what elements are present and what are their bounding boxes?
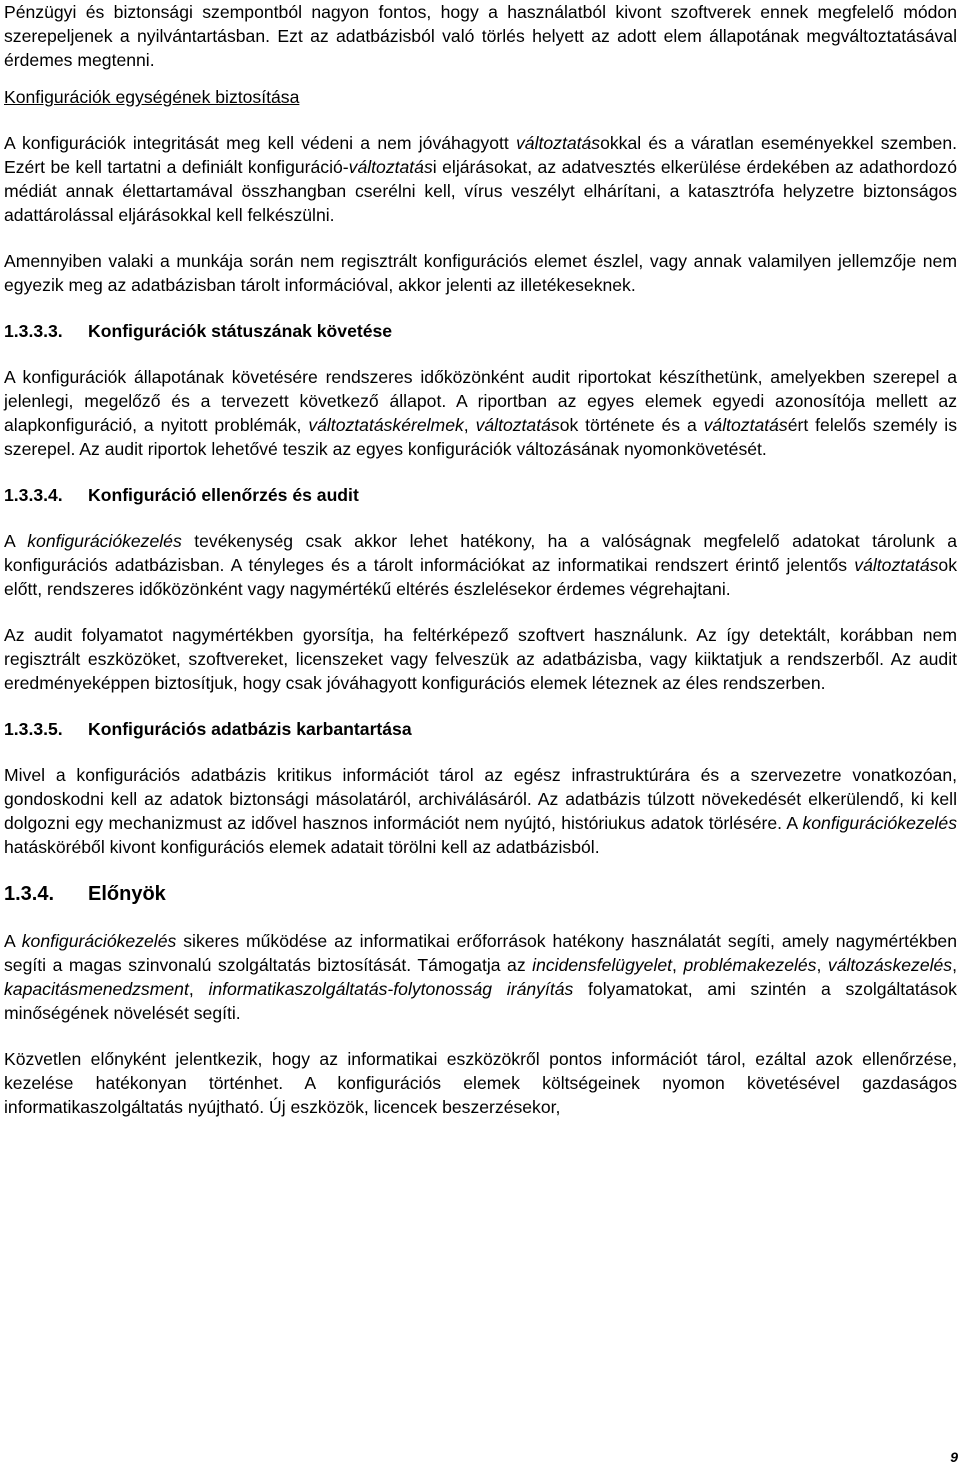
italic-term: változtatás xyxy=(854,555,939,575)
text-run: ért felelős személy is szerepel. Az audit riportok lehetővé teszik az egyes konfigurációk változásának nyomonkövetését. xyxy=(4,415,958,459)
paragraph xyxy=(4,763,957,859)
text-run: tevékenység csak akkor lehet hatékony, ha a valóságnak megfelelő adatokat tárolunk a konfigurációs adatbázisban. A tényleges és a tárolt információkat az informatikai rendszert érintő jelentős xyxy=(4,531,957,575)
paragraph xyxy=(4,0,957,72)
text-run: A konfigurációk integritását meg kell védeni a nem jóváhagyott xyxy=(4,133,516,153)
block-p7 xyxy=(4,929,957,1025)
block-p0 xyxy=(4,0,957,72)
section-heading xyxy=(4,483,957,507)
block-h3 xyxy=(4,717,957,741)
text-run: ok története és a xyxy=(559,415,704,435)
block-h2 xyxy=(4,483,957,507)
text-run: , xyxy=(952,955,957,975)
paragraph xyxy=(4,131,957,227)
section-title: Előnyök xyxy=(88,883,166,905)
text-run: Az audit folyamatot nagymértékben gyorsítja, ha feltérképező szoftvert használunk. Az így detektált, korábban nem regisztrált eszközöket, szoftvereket, licenszeket vagy felveszük az adatbázisba, vagy kiiktatjuk a rendszerből. Az audit eredményeképpen biztosítjuk, hogy csak jóváhagyott konfigurációs elemek léteznek az éles rendszerben. xyxy=(4,625,957,693)
paragraph xyxy=(4,529,957,601)
text-run: Mivel a konfigurációs adatbázis kritikus információt tárol az egész infrastruktúrára és a szervezetre vonatkozóan, gondoskodni kell az adatok biztonsági másolatáról, archiválásáról. Az adatbázis túlzott növekedését elkerülendő, ki kell dolgozni egy mechanizmust az idővel hasznos információt nem nyújtó, históriukus adatok törlésére. A xyxy=(4,765,957,833)
block-p2 xyxy=(4,249,957,297)
section-number: 1.3.3.4. xyxy=(4,485,63,505)
italic-term: konfigurációkezelés xyxy=(27,531,182,551)
paragraph xyxy=(4,929,957,1025)
italic-term: konfigurációkezelés xyxy=(802,813,957,833)
block-p6 xyxy=(4,763,957,859)
block-p4 xyxy=(4,529,957,601)
text-run: okkal és a váratlan eseményekkel szemben. Ezért be kell tartatni a definiált konfiguráció- xyxy=(4,133,957,177)
text-run: ok előtt, rendszeres időközönként vagy nagymértékű eltérés észlelésekor érdemes végrehajtani. xyxy=(4,555,957,599)
italic-term: incidensfelügyelet xyxy=(532,955,673,975)
text-run: A xyxy=(4,531,28,551)
block-p1 xyxy=(4,131,957,227)
paragraph xyxy=(4,365,957,461)
text-run: Amennyiben valaki a munkája során nem regisztrált konfigurációs elemet észlel, vagy annak valamilyen jellemzője nem egyezik meg az adatbázisban tárolt információval, akkor jelenti az illetékeseknek. xyxy=(4,251,957,295)
text-run: , xyxy=(816,955,828,975)
paragraph xyxy=(4,1047,957,1119)
block-p3 xyxy=(4,365,957,461)
text-run: , xyxy=(463,415,476,435)
section-heading xyxy=(4,881,957,907)
text-run: , xyxy=(188,979,209,999)
text-run: A xyxy=(4,931,22,951)
italic-term: változáskezelés xyxy=(827,955,953,975)
italic-term: változtatás xyxy=(703,415,788,435)
block-h4 xyxy=(4,881,957,907)
subsection-title: Konfigurációk egységének biztosítása xyxy=(4,87,300,107)
block-p8 xyxy=(4,1047,957,1119)
paragraph xyxy=(4,623,957,695)
text-run: folyamatokat, ami szintén a szolgáltatások minőségének növelését segíti. xyxy=(4,979,957,1023)
text-run: Közvetlen előnyként jelentkezik, hogy az informatikai eszközökről pontos információt tárol, ezáltal azok ellenőrzése, kezelése hatékonyan történhet. A konfigurációs elemek költségeinek nyomon követésével gazdaságos informatikaszolgáltatás nyújtható. Új eszközök, licencek beszerzésekor, xyxy=(4,1049,957,1117)
section-number: 1.3.3.5. xyxy=(4,719,63,739)
text-run: Pénzügyi és biztonsági szempontból nagyon fontos, hogy a használatból kivont szoftverek ennek megfelelő módon szerepeljenek a nyilvántartásban. Ezt az adatbázisból való törlés helyett az adott elem állapotának megváltoztatásával érdemes megtenni. xyxy=(4,2,957,70)
italic-term: konfigurációkezelés xyxy=(21,931,177,951)
text-run: sikeres működése az informatikai erőforrások hatékony használatát segíti, amely nagymértékben segíti a magas szinvonalú szolgáltatás biztosítását. Támogatja az xyxy=(4,931,958,975)
text-run: hatásköréből kivont konfigurációs elemek adatait törölni kell az adatbázisból. xyxy=(4,837,600,857)
italic-term: változtatáskérelmek xyxy=(308,415,464,435)
block-h1 xyxy=(4,319,957,343)
paragraph xyxy=(4,249,957,297)
italic-term: változtatás xyxy=(348,157,433,177)
section-number: 1.3.3.3. xyxy=(4,321,63,341)
text-run: A konfigurációk állapotának követésére rendszeres időközönként audit riportokat készíthetünk, amelyekben szerepel a jelenlegi, megelőző és a tervezett következő állapot. A riportban az egyes elemek egyedi azonosítója mellett az alapkonfiguráció, a nyitott problémák, xyxy=(4,367,957,435)
block-s1 xyxy=(4,85,957,109)
section-number: 1.3.4. xyxy=(4,883,55,905)
text-run: i eljárásokat, az adatvesztés elkerülése érdekében az adathordozó médiát annak élettartamával összhangban cserélni kell, vírus veszélyt elhárítani, a katasztrófa helyzetre biztonságos adattárolással eljárásokkal kell felkészülni. xyxy=(4,157,957,225)
section-title: Konfiguráció ellenőrzés és audit xyxy=(88,485,359,505)
document-page xyxy=(4,0,957,1119)
italic-term: problémakezelés xyxy=(683,955,817,975)
section-heading xyxy=(4,319,957,343)
block-p5 xyxy=(4,623,957,695)
page-number: 9 xyxy=(950,1449,958,1465)
italic-term: változtatás xyxy=(515,133,601,153)
section-title: Konfigurációk státuszának követése xyxy=(88,321,393,341)
section-title: Konfigurációs adatbázis karbantartása xyxy=(88,719,412,739)
italic-term: informatikaszolgáltatás-folytonosság irányítás xyxy=(208,979,574,999)
section-heading xyxy=(4,717,957,741)
text-run: , xyxy=(672,955,684,975)
italic-term: változtatás xyxy=(475,415,560,435)
italic-term: kapacitásmenedzsment xyxy=(4,979,189,999)
